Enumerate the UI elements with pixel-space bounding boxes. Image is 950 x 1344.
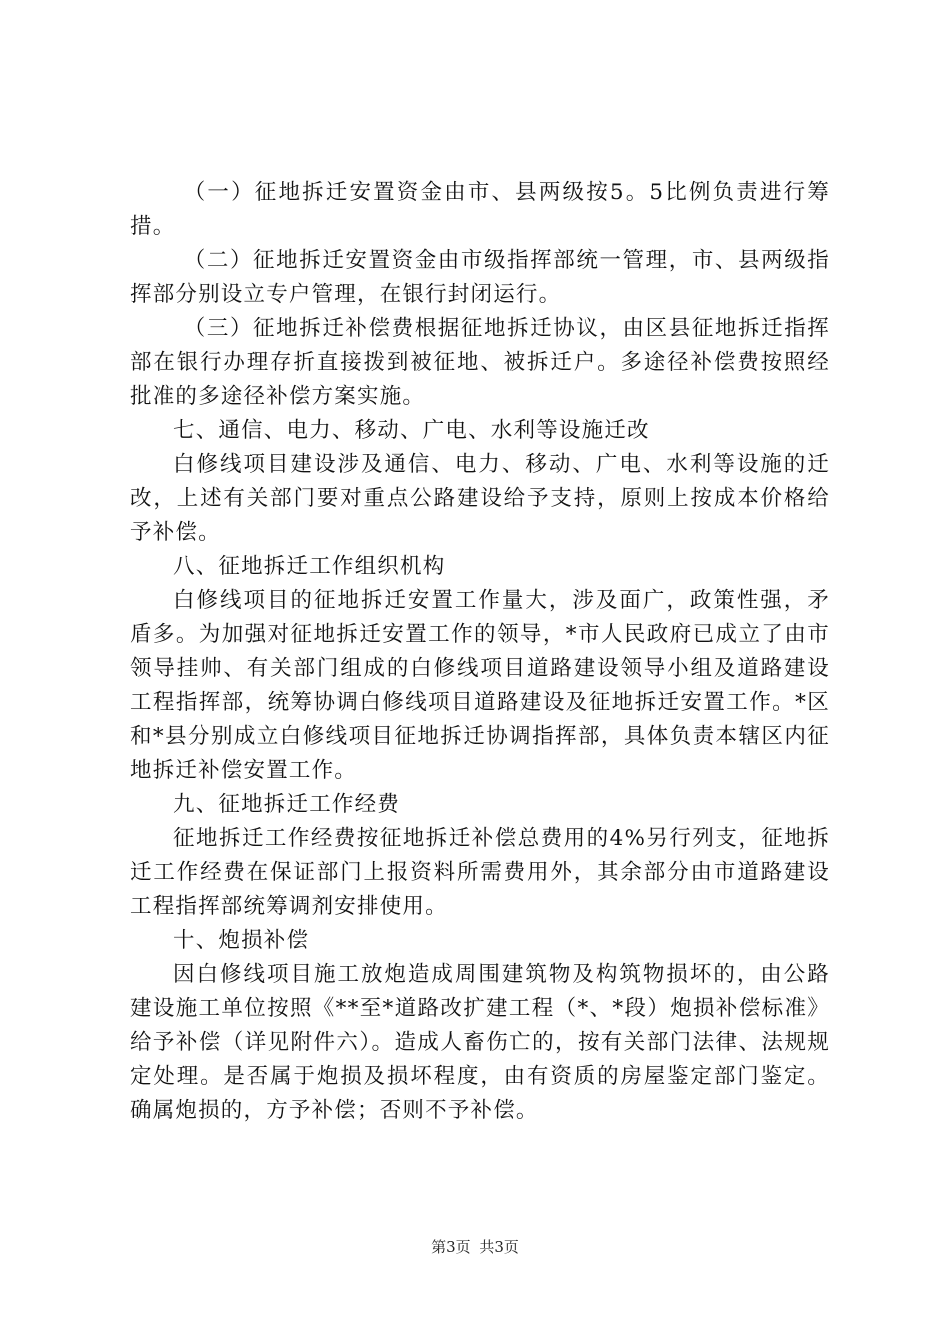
page-total: 共3页 [479,1238,519,1256]
page-footer [0,1237,950,1257]
paragraph-section-9: 征地拆迁工作经费按征地拆迁补偿总费用的4%另行列支，征地拆迁工作经费在保证部门上报资料所需费用外，其余部分由市道路建设工程指挥部统筹调剂安排使用。 [130,826,830,919]
paragraph-section-8: 白修线项目的征地拆迁安置工作量大，涉及面广，政策性强，矛盾多。为加强对征地拆迁安置工作的领导，*市人民政府已成立了由市领导挂帅、有关部门组成的白修线项目道路建设领导小组及道路建设工程指挥部，统筹协调白修线项目道路建设及征地拆迁安置工作。*区和*县分别成立白修线项目征地拆迁协调指挥部，具体负责本辖区内征地拆迁补偿安置工作。 [130,588,830,783]
document-body [130,176,830,1128]
page-number: 第3页 [431,1238,471,1256]
paragraph-funding-2: （二）征地拆迁安置资金由市级指挥部统一管理，市、县两级指挥部分别设立专户管理，在银行封闭运行。 [130,248,830,307]
section-heading-8: 八、征地拆迁工作组织机构 [173,554,446,579]
section-heading-7: 七、通信、电力、移动、广电、水利等设施迁改 [173,418,650,443]
paragraph-section-7: 白修线项目建设涉及通信、电力、移动、广电、水利等设施的迁改，上述有关部门要对重点公路建设给予支持，原则上按成本价格给予补偿。 [130,452,830,545]
section-heading-10: 十、炮损补偿 [173,928,310,953]
paragraph-section-10: 因白修线项目施工放炮造成周围建筑物及构筑物损坏的，由公路建设施工单位按照《**至*道路改扩建工程（*、*段）炮损补偿标准》给予补偿（详见附件六）。造成人畜伤亡的，按有关部门法律、法规规定处理。是否属于炮损及损坏程度，由有资质的房屋鉴定部门鉴定。确属炮损的，方予补偿；否则不予补偿。 [130,962,830,1123]
paragraph-funding-3: （三）征地拆迁补偿费根据征地拆迁协议，由区县征地拆迁指挥部在银行办理存折直接拨到被征地、被拆迁户。多途径补偿费按照经批准的多途径补偿方案实施。 [130,316,830,409]
section-heading-9: 九、征地拆迁工作经费 [173,792,401,817]
paragraph-funding-1: （一）征地拆迁安置资金由市、县两级按5。5比例负责进行筹措。 [130,180,830,239]
